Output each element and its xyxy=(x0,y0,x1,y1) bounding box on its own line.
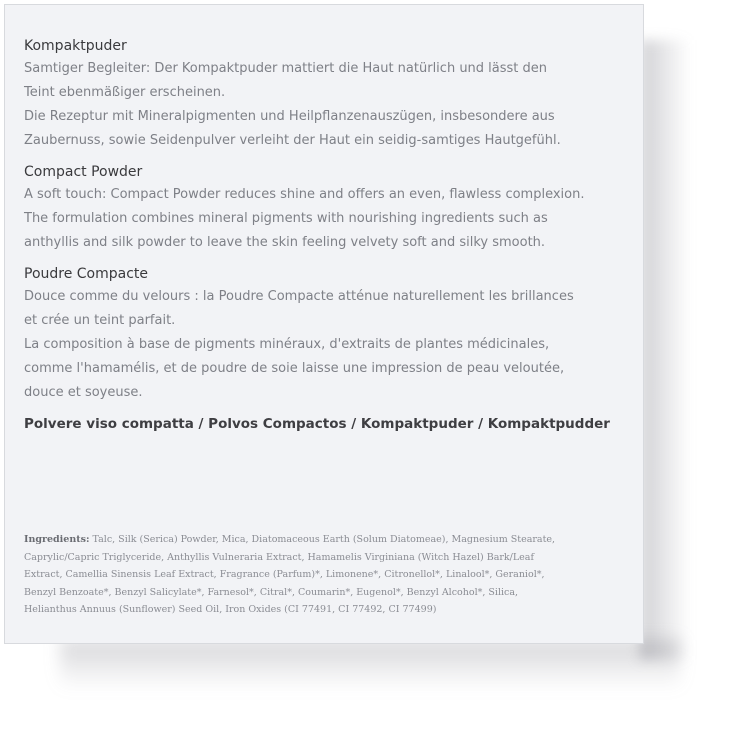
french-line: La composition à base de pigments minéraux, d'extraits de plantes médicinales, xyxy=(24,337,550,352)
packaging-box-back xyxy=(4,4,644,644)
ingredients-line: Helianthus Annuus (Sunflower) Seed Oil, Iron Oxides (CI 77491, CI 77492, CI 77499) xyxy=(24,604,437,615)
box-side-shadow xyxy=(640,40,690,660)
german-line: Teint ebenmäßiger erscheinen. xyxy=(24,85,226,100)
english-line: The formulation combines mineral pigments with nourishing ingredients such as xyxy=(24,211,548,226)
german-title: Kompaktpuder xyxy=(24,38,127,54)
french-section xyxy=(24,263,629,405)
german-line: Die Rezeptur mit Mineralpigmenten und Heilpflanzenauszügen, insbesondere aus xyxy=(24,109,555,124)
english-section xyxy=(24,161,629,255)
english-title: Compact Powder xyxy=(24,164,143,180)
box-bottom-shadow xyxy=(60,640,680,690)
ingredients-text: Talc, Silk (Serica) Powder, Mica, Diatomaceous Earth (Solum Diatomeae), Magnesium Stearate, xyxy=(89,534,556,545)
english-line: anthyllis and silk powder to leave the skin feeling velvety soft and silky smooth. xyxy=(24,235,546,250)
french-line: douce et soyeuse. xyxy=(24,385,143,400)
english-description xyxy=(24,183,629,255)
english-line: A soft touch: Compact Powder reduces shine and offers an even, flawless complexion. xyxy=(24,187,585,202)
ingredients-line xyxy=(24,531,624,549)
german-line: Samtiger Begleiter: Der Kompaktpuder mattiert die Haut natürlich und lässt den xyxy=(24,61,548,76)
ingredients-line: Extract, Camellia Sinensis Leaf Extract, Fragrance (Parfum)*, Limonene*, Citronellol*, Linalool*, Geraniol*, xyxy=(24,569,545,580)
french-line: et crée un teint parfait. xyxy=(24,313,176,328)
german-line: Zaubernuss, sowie Seidenpulver verleiht der Haut ein seidig-samtiges Hautgefühl. xyxy=(24,133,561,148)
ingredients-line: Benzyl Benzoate*, Benzyl Salicylate*, Farnesol*, Citral*, Coumarin*, Eugenol*, Benzyl Alcohol*, Silica, xyxy=(24,586,519,598)
french-line: comme l'hamamélis, et de poudre de soie laisse une impression de peau veloutée, xyxy=(24,361,565,376)
ingredients-line: Caprylic/Capric Triglyceride, Anthyllis Vulneraria Extract, Hamamelis Virginiana (Witch Hazel) Bark/Leaf xyxy=(24,551,534,563)
french-description xyxy=(24,285,629,405)
ingredients-list xyxy=(24,531,624,619)
ingredients-label: Ingredients: xyxy=(24,534,90,545)
german-section xyxy=(24,35,629,153)
german-description xyxy=(24,57,629,153)
multilingual-product-names: Polvere viso compatta / Polvos Compactos / Kompaktpuder / Kompaktpudder xyxy=(24,416,610,432)
french-line: Douce comme du velours : la Poudre Compacte atténue naturellement les brillances xyxy=(24,289,574,304)
description-text-block xyxy=(24,35,629,435)
french-title: Poudre Compacte xyxy=(24,266,149,282)
